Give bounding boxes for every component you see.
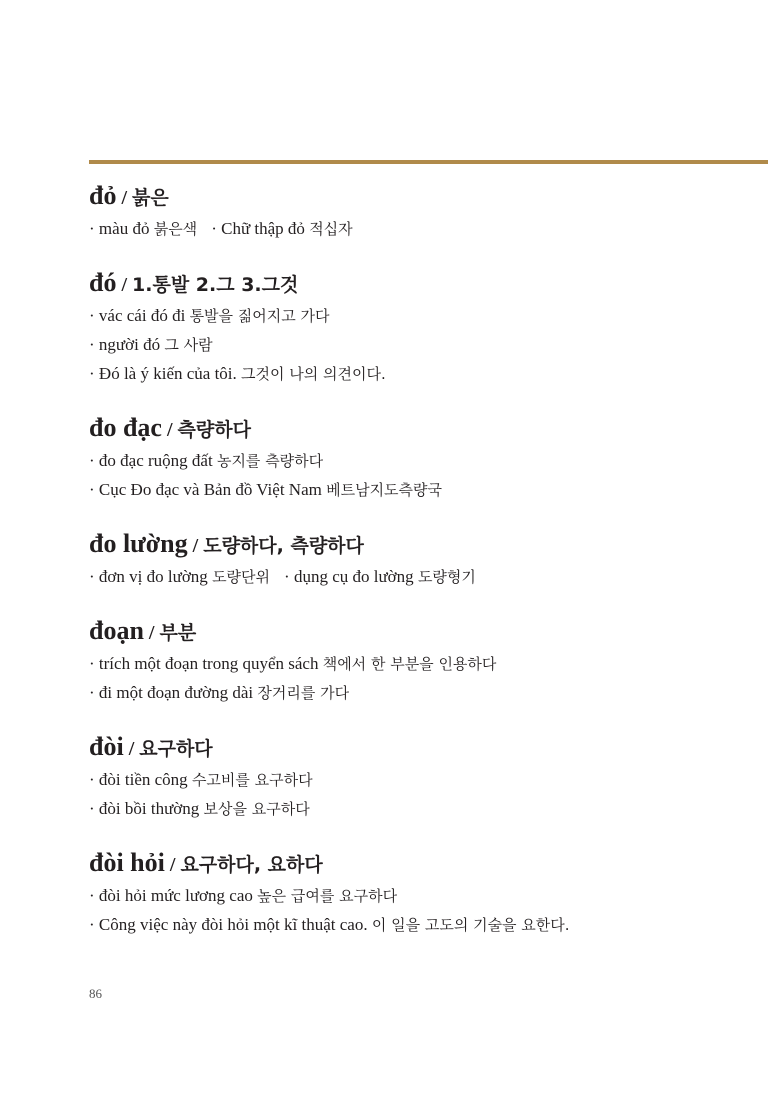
bullet-dot: · [89, 770, 99, 789]
bullet-dot: · [89, 335, 99, 354]
entry-heading [89, 178, 759, 214]
korean-translation: 책에서 한 부분을 인용하다 [322, 655, 497, 673]
slash-separator: / [123, 738, 140, 760]
slash-separator: / [187, 535, 204, 557]
vietnamese-example: người đó [98, 335, 161, 354]
dictionary-entry [89, 613, 759, 707]
bullet-dot: · [89, 886, 99, 905]
korean-meaning: 부분 [159, 622, 197, 644]
example [89, 335, 213, 354]
korean-translation: 수고비를 요구하다 [191, 771, 313, 789]
korean-translation: 베트남지도측량국 [326, 481, 443, 499]
korean-meaning: 요구하다, 요하다 [180, 854, 323, 876]
entry-heading [89, 410, 759, 446]
vietnamese-example: màu đỏ [98, 219, 150, 238]
vietnamese-example: Cục Đo đạc và Bản đồ Việt Nam [98, 480, 322, 499]
headword: đo đạc [89, 413, 162, 442]
page-number: 86 [89, 986, 102, 1001]
korean-translation: 그 사람 [164, 336, 213, 354]
example-line [89, 562, 759, 591]
korean-translation: 높은 급여를 요구하다 [257, 887, 398, 905]
bullet-dot: · [89, 654, 99, 673]
bullet-dot: · [89, 364, 99, 383]
example-line [89, 765, 759, 794]
entry-spacer [89, 707, 759, 729]
example-line [89, 330, 759, 359]
example [89, 480, 442, 499]
korean-translation: 적십자 [309, 220, 353, 238]
bullet-dot: · [284, 567, 294, 586]
vietnamese-example: Công việc này đòi hỏi một kĩ thuật cao. [98, 915, 368, 934]
example-line [89, 678, 759, 707]
korean-meaning: 1.통발 2.그 3.그것 [132, 274, 299, 296]
korean-translation: 장거리를 가다 [257, 684, 350, 702]
bullet-dot: · [89, 306, 99, 325]
entry-heading [89, 265, 759, 301]
example [89, 799, 310, 818]
korean-meaning: 도량하다, 측량하다 [203, 535, 364, 557]
example [284, 567, 476, 586]
vietnamese-example: đòi tiền công [98, 770, 188, 789]
bullet-dot: · [89, 915, 99, 934]
example-line [89, 359, 759, 388]
example [89, 567, 270, 586]
slash-separator: / [116, 187, 133, 209]
slash-separator: / [116, 274, 133, 296]
example [211, 219, 352, 238]
vietnamese-example: đi một đoạn đường dài [98, 683, 254, 702]
headword: đoạn [89, 616, 144, 645]
bullet-dot: · [211, 219, 222, 238]
example [89, 364, 386, 383]
korean-translation: 도량형기 [417, 568, 476, 586]
example-line [89, 214, 759, 243]
example-line [89, 910, 759, 939]
vietnamese-example: đòi bồi thường [98, 799, 200, 818]
vietnamese-example: dụng cụ đo lường [293, 567, 414, 586]
bullet-dot: · [89, 799, 99, 818]
example-line [89, 446, 759, 475]
korean-translation: 도량단위 [212, 568, 271, 586]
korean-meaning: 요구하다 [139, 738, 213, 760]
vietnamese-example: Chữ thập đỏ [221, 219, 305, 238]
headword: đỏ [89, 181, 117, 210]
entry-spacer [89, 823, 759, 845]
vietnamese-example: trích một đoạn trong quyển sách [98, 654, 319, 673]
headword: đòi hỏi [89, 848, 165, 877]
example [89, 770, 313, 789]
korean-translation: 붉은색 [153, 220, 198, 238]
entry-heading [89, 526, 759, 562]
dictionary-entries [89, 178, 759, 939]
header-rule [89, 160, 768, 164]
korean-translation: 이 일을 고도의 기술을 요한다. [371, 916, 570, 934]
example-line [89, 881, 759, 910]
slash-separator: / [164, 854, 181, 876]
dictionary-entry [89, 265, 759, 388]
example [89, 451, 323, 470]
headword: đòi [89, 732, 124, 761]
example [89, 915, 570, 934]
bullet-dot: · [89, 219, 99, 238]
dictionary-entry [89, 845, 759, 939]
bullet-dot: · [89, 683, 99, 702]
headword: đo lường [89, 529, 188, 558]
korean-translation: 그것이 나의 의견이다. [241, 365, 386, 383]
slash-separator: / [161, 419, 178, 441]
example-line [89, 475, 759, 504]
vietnamese-example: đơn vị đo lường [98, 567, 208, 586]
example-line [89, 301, 759, 330]
example [89, 886, 397, 905]
korean-meaning: 붉은 [132, 187, 169, 209]
vietnamese-example: đòi hỏi mức lương cao [98, 886, 253, 905]
bullet-dot: · [89, 451, 99, 470]
entry-heading [89, 613, 759, 649]
example [89, 683, 349, 702]
bullet-dot: · [89, 567, 99, 586]
entry-spacer [89, 504, 759, 526]
entry-spacer [89, 591, 759, 613]
bullet-dot: · [89, 480, 99, 499]
entry-spacer [89, 388, 759, 410]
korean-meaning: 측량하다 [177, 419, 251, 441]
example [89, 654, 496, 673]
headword: đó [89, 268, 117, 297]
entry-spacer [89, 243, 759, 265]
vietnamese-example: Đó là ý kiến của tôi. [98, 364, 237, 383]
example-line [89, 794, 759, 823]
dictionary-entry [89, 526, 759, 591]
korean-translation: 농지를 측량하다 [216, 452, 324, 470]
vietnamese-example: vác cái đó đi [98, 306, 186, 325]
example [89, 219, 197, 238]
dictionary-entry [89, 729, 759, 823]
example [89, 306, 330, 325]
korean-translation: 보상을 요구하다 [203, 800, 310, 818]
korean-translation: 통발을 짊어지고 가다 [189, 307, 330, 325]
slash-separator: / [143, 622, 160, 644]
entry-heading [89, 729, 759, 765]
dictionary-entry [89, 178, 759, 243]
example-line [89, 649, 759, 678]
dictionary-entry [89, 410, 759, 504]
entry-heading [89, 845, 759, 881]
vietnamese-example: đo đạc ruộng đất [98, 451, 213, 470]
